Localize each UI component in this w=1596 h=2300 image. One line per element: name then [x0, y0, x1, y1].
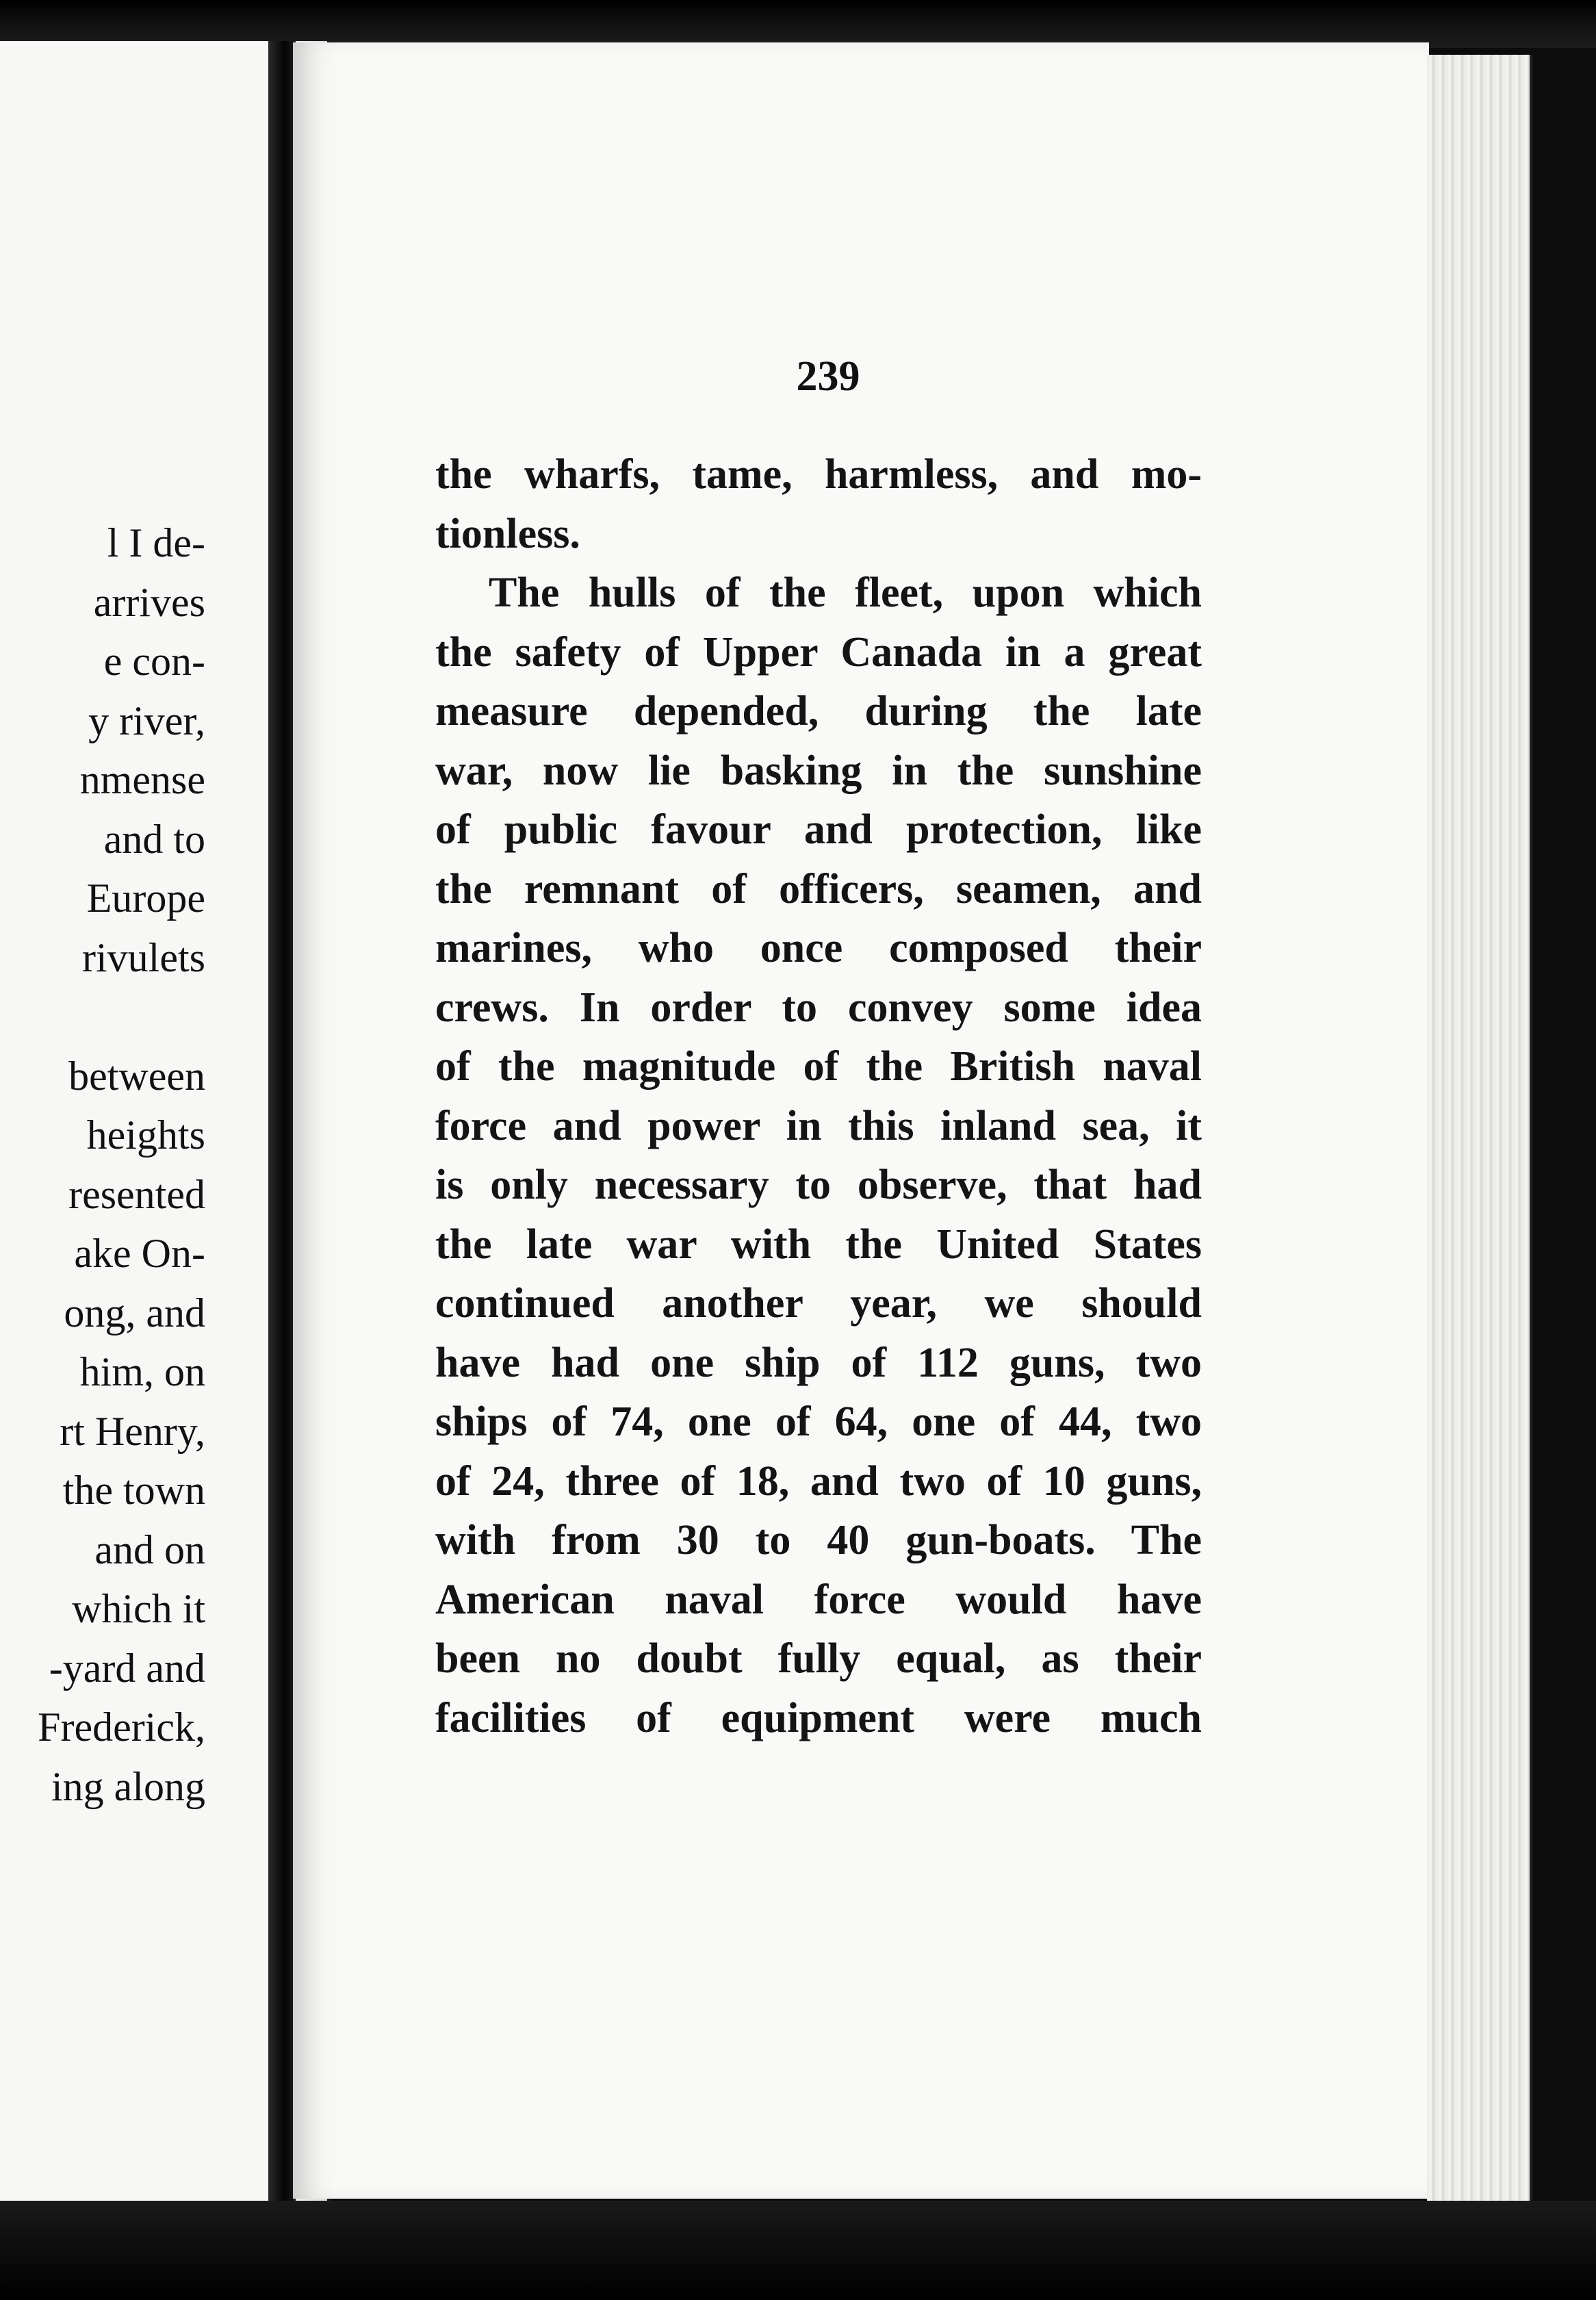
text-line: of public favour and protection, like	[435, 806, 1202, 853]
previous-page-line: and to	[103, 816, 205, 862]
text-line: of 24, three of 18, and two of 10 guns,	[435, 1457, 1202, 1505]
previous-page-paragraph-gap	[0, 987, 205, 1047]
previous-page-line: heights	[86, 1112, 205, 1158]
previous-page-line: rt Henry,	[60, 1408, 205, 1454]
text-line: measure depended, during the late	[435, 688, 1202, 734]
text-line: tionless.	[435, 510, 580, 557]
book-spine-gutter	[268, 41, 296, 2232]
text-line: ships of 74, one of 64, one of 44, two	[435, 1398, 1202, 1445]
previous-page-line: him, on	[79, 1349, 205, 1394]
text-line: of the magnitude of the British naval	[435, 1043, 1202, 1090]
previous-page-line: and on	[94, 1526, 205, 1572]
text-line: crews. In order to convey some idea	[435, 984, 1202, 1031]
page-body-text	[435, 445, 1202, 1748]
previous-page-line: l I de-	[107, 520, 205, 565]
previous-page-line: rivulets	[82, 934, 205, 980]
text-line: the wharfs, tame, harmless, and mo-	[435, 451, 1202, 498]
previous-page-line: Frederick,	[38, 1704, 205, 1750]
previous-page-line: arrives	[93, 579, 205, 625]
text-line: The hulls of the fleet, upon which	[489, 570, 1202, 616]
previous-page-line: -yard and	[49, 1645, 205, 1691]
previous-page-line: y river,	[88, 698, 205, 743]
text-line: facilities of equipment were much	[435, 1694, 1202, 1741]
previous-page-line: the town	[62, 1468, 205, 1513]
text-line: have had one ship of 112 guns, two	[435, 1339, 1202, 1386]
text-line: the safety of Upper Canada in a great	[435, 628, 1202, 676]
previous-page-line: ing along	[51, 1763, 205, 1809]
text-line: the late war with the United States	[435, 1221, 1202, 1268]
text-line: marines, who once composed their	[435, 925, 1202, 971]
previous-page-line: ake On-	[74, 1231, 205, 1276]
previous-page-line: between	[68, 1053, 205, 1099]
text-line: continued another year, we should	[435, 1280, 1202, 1327]
text-line: war, now lie basking in the sunshine	[435, 747, 1202, 794]
previous-page-line: Europe	[86, 876, 205, 921]
text-line: the remnant of officers, seamen, and	[435, 865, 1202, 912]
text-line: is only necessary to observe, that had	[435, 1162, 1202, 1208]
previous-page-line: ong, and	[64, 1290, 205, 1336]
page-number: 239	[796, 353, 860, 400]
text-line: American naval force would have	[435, 1576, 1202, 1623]
previous-page-line: e con-	[103, 639, 205, 684]
previous-page-line: nmense	[79, 757, 205, 802]
previous-page-line: resented	[68, 1171, 205, 1217]
text-line: been no doubt fully equal, as their	[435, 1635, 1202, 1682]
text-line: force and power in this inland sea, it	[435, 1102, 1202, 1149]
text-line: with from 30 to 40 gun-boats. The	[435, 1517, 1202, 1563]
previous-page-text	[0, 513, 205, 1816]
page-edges	[1427, 55, 1532, 2211]
previous-page-line: which it	[72, 1586, 205, 1631]
scan-bottom-border	[0, 2201, 1596, 2300]
